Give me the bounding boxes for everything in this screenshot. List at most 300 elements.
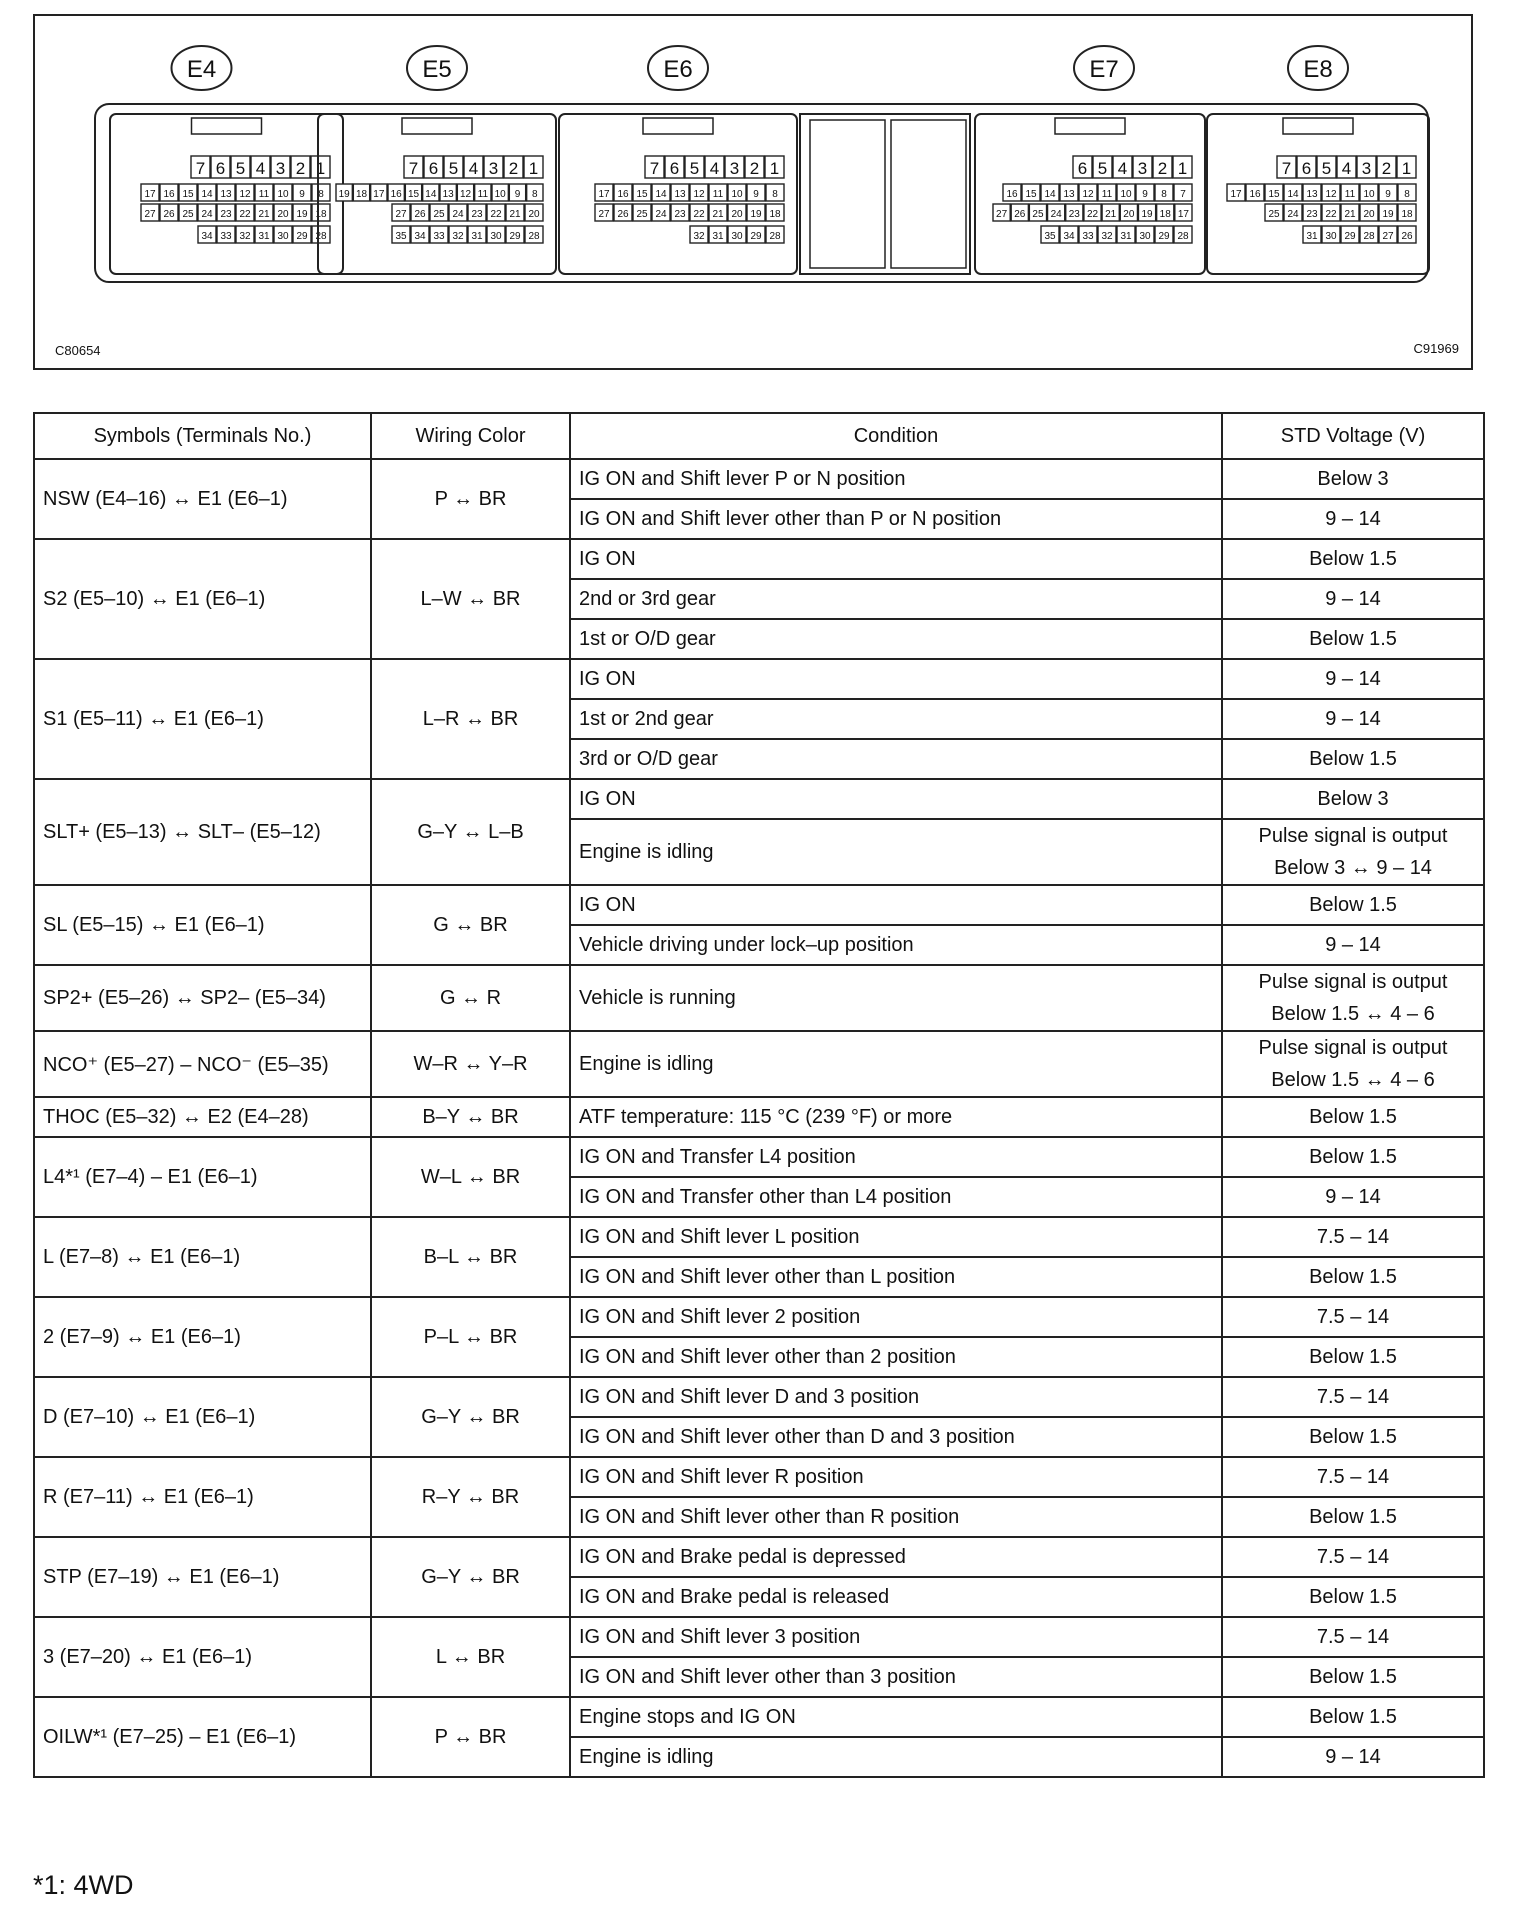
terminal-number: 19 (296, 209, 308, 220)
terminal-number: 2 (295, 159, 306, 178)
connector-diagram (33, 14, 1473, 370)
terminal-number: 1 (769, 159, 780, 178)
condition: IG ON and Shift lever L position (570, 1217, 1222, 1257)
terminal-number: 21 (712, 209, 724, 220)
header-std-voltage: STD Voltage (V) (1222, 413, 1484, 459)
terminal-number: 10 (277, 189, 289, 200)
terminal-number: 26 (1014, 209, 1026, 220)
voltage-line-1: Pulse signal is output (1258, 825, 1448, 847)
terminal-number: 11 (258, 189, 270, 200)
terminal-number: 30 (1139, 231, 1151, 242)
terminal-number: 5 (689, 159, 700, 178)
terminal-symbol: SLT+ (E5–13) ↔ SLT– (E5–12) (34, 779, 371, 885)
connector-latch (192, 118, 262, 134)
wiring-color: G–Y ↔ BR (371, 1377, 570, 1457)
terminal-symbol: S2 (E5–10) ↔ E1 (E6–1) (34, 539, 371, 659)
wiring-color: G–Y ↔ L–B (371, 779, 570, 885)
terminal-number: 13 (442, 189, 454, 200)
terminal-number: 34 (1063, 231, 1075, 242)
connector-label: E4 (186, 56, 217, 83)
std-voltage: Below 1.5 (1222, 1657, 1484, 1697)
terminal-number: 2 (749, 159, 760, 178)
condition: IG ON (570, 539, 1222, 579)
std-voltage: Below 1.5 (1222, 1697, 1484, 1737)
terminal-number: 9 (1142, 189, 1148, 200)
wiring-color: B–Y ↔ BR (371, 1097, 570, 1137)
std-voltage: Below 3 (1222, 779, 1484, 819)
terminal-number: 22 (490, 209, 502, 220)
condition: IG ON (570, 659, 1222, 699)
std-voltage: 7.5 – 14 (1222, 1457, 1484, 1497)
terminal-number: 28 (1177, 231, 1189, 242)
terminal-number: 12 (693, 189, 705, 200)
std-voltage: 7.5 – 14 (1222, 1377, 1484, 1417)
connector-drawing (35, 16, 1471, 368)
terminal-number: 13 (220, 189, 232, 200)
std-voltage (1222, 1031, 1484, 1097)
terminal-number: 3 (729, 159, 740, 178)
terminal-number: 25 (1268, 209, 1280, 220)
std-voltage: Below 1.5 (1222, 1497, 1484, 1537)
voltage-line-2: Below 3 ↔ 9 – 14 (1274, 857, 1432, 879)
condition: IG ON and Transfer other than L4 position (570, 1177, 1222, 1217)
terminal-symbol: 3 (E7–20) ↔ E1 (E6–1) (34, 1617, 371, 1697)
condition: Engine stops and IG ON (570, 1697, 1222, 1737)
table-row (34, 1537, 1484, 1577)
terminal-number: 33 (433, 231, 445, 242)
terminal-number: 34 (201, 231, 213, 242)
condition: IG ON and Transfer L4 position (570, 1137, 1222, 1177)
connector-latch (1283, 118, 1353, 134)
terminal-number: 21 (258, 209, 270, 220)
terminal-symbol: L4*¹ (E7–4) – E1 (E6–1) (34, 1137, 371, 1217)
terminal-number: 12 (1082, 189, 1094, 200)
std-voltage: Below 1.5 (1222, 1417, 1484, 1457)
terminal-number: 24 (655, 209, 667, 220)
terminal-number: 30 (731, 231, 743, 242)
terminal-number: 23 (674, 209, 686, 220)
terminal-number: 12 (459, 189, 472, 200)
footnote: *1: 4WD (33, 1870, 134, 1900)
header-symbols: Symbols (Terminals No.) (34, 413, 371, 459)
terminal-number: 6 (1077, 159, 1088, 178)
table-row (34, 659, 1484, 699)
terminal-number: 33 (220, 231, 232, 242)
terminal-number: 26 (617, 209, 629, 220)
terminal-number: 26 (163, 209, 175, 220)
wiring-color: R–Y ↔ BR (371, 1457, 570, 1537)
voltage-line-2: Below 1.5 ↔ 4 – 6 (1271, 1069, 1435, 1091)
table-row (34, 885, 1484, 925)
terminal-number: 23 (1068, 209, 1080, 220)
terminal-number: 21 (1105, 209, 1117, 220)
terminal-number: 27 (144, 209, 156, 220)
std-voltage: 9 – 14 (1222, 499, 1484, 539)
terminal-number: 8 (318, 189, 324, 200)
terminal-number: 32 (239, 231, 251, 242)
terminal-number: 8 (772, 189, 778, 200)
terminal-number: 2 (1157, 159, 1168, 178)
terminal-number: 17 (1230, 189, 1242, 200)
std-voltage: Below 1.5 (1222, 885, 1484, 925)
terminal-number: 10 (1120, 189, 1132, 200)
std-voltage: 7.5 – 14 (1222, 1617, 1484, 1657)
terminal-number: 11 (1344, 189, 1356, 200)
wiring-color: B–L ↔ BR (371, 1217, 570, 1297)
wiring-color: G ↔ BR (371, 885, 570, 965)
terminal-number: 32 (452, 231, 464, 242)
terminal-number: 31 (258, 231, 270, 242)
terminal-number: 21 (1344, 209, 1356, 220)
terminal-number: 17 (1177, 209, 1189, 220)
std-voltage: Below 1.5 (1222, 1097, 1484, 1137)
connector-latch (1055, 118, 1125, 134)
wiring-color: G–Y ↔ BR (371, 1537, 570, 1617)
terminal-number: 9 (753, 189, 759, 200)
terminal-number: 26 (1401, 231, 1413, 242)
terminal-number: 14 (1287, 189, 1299, 200)
voltage-line-1: Pulse signal is output (1258, 971, 1448, 993)
terminal-number: 4 (468, 159, 479, 178)
condition: IG ON and Shift lever other than R position (570, 1497, 1222, 1537)
condition: IG ON and Shift lever other than 3 position (570, 1657, 1222, 1697)
terminal-number: 15 (1268, 189, 1280, 200)
terminal-number: 22 (693, 209, 705, 220)
terminal-number: 5 (1321, 159, 1332, 178)
terminal-number: 28 (528, 231, 540, 242)
terminal-number: 18 (355, 189, 368, 200)
terminal-number: 25 (1032, 209, 1044, 220)
terminal-number: 1 (315, 159, 326, 178)
condition: IG ON and Shift lever other than P or N position (570, 499, 1222, 539)
terminal-number: 34 (414, 231, 426, 242)
table-row (34, 1457, 1484, 1497)
terminal-number: 27 (598, 209, 610, 220)
terminal-number: 25 (636, 209, 648, 220)
terminal-symbol: OILW*¹ (E7–25) – E1 (E6–1) (34, 1697, 371, 1777)
terminal-number: 11 (712, 189, 724, 200)
terminal-number: 29 (509, 231, 521, 242)
table-row (34, 1697, 1484, 1737)
figure-code-left: C80654 (55, 343, 101, 358)
terminal-symbol: NSW (E4–16) ↔ E1 (E6–1) (34, 459, 371, 539)
terminal-number: 30 (490, 231, 502, 242)
connector-latch (402, 118, 472, 134)
wiring-color: W–R ↔ Y–R (371, 1031, 570, 1097)
terminal-number: 20 (277, 209, 289, 220)
terminal-number: 14 (201, 189, 213, 200)
connector-label: E7 (1089, 56, 1119, 83)
terminal-number: 24 (452, 209, 464, 220)
terminal-number: 8 (1404, 189, 1410, 200)
terminal-number: 6 (1301, 159, 1312, 178)
terminal-number: 29 (1344, 231, 1356, 242)
terminal-number: 17 (144, 189, 156, 200)
std-voltage: 7.5 – 14 (1222, 1537, 1484, 1577)
connector-latch (643, 118, 713, 134)
terminal-number: 18 (1401, 209, 1413, 220)
terminal-number: 18 (1159, 209, 1171, 220)
terminal-number: 1 (1401, 159, 1412, 178)
table-row (34, 1297, 1484, 1337)
terminal-number: 14 (655, 189, 667, 200)
terminal-number: 13 (1306, 189, 1318, 200)
terminal-number: 25 (433, 209, 445, 220)
terminal-number: 5 (1097, 159, 1108, 178)
header-condition: Condition (570, 413, 1222, 459)
std-voltage: 9 – 14 (1222, 1177, 1484, 1217)
condition: IG ON and Shift lever 3 position (570, 1617, 1222, 1657)
terminal-number: 35 (395, 231, 407, 242)
std-voltage: 9 – 14 (1222, 925, 1484, 965)
terminal-number: 7 (1180, 189, 1186, 200)
terminal-number: 9 (514, 189, 521, 200)
terminal-number: 16 (617, 189, 629, 200)
terminal-number: 10 (494, 189, 506, 200)
connector-label: E8 (1303, 56, 1333, 83)
terminal-number: 6 (215, 159, 226, 178)
terminal-symbol: THOC (E5–32) ↔ E2 (E4–28) (34, 1097, 371, 1137)
wiring-color: P ↔ BR (371, 1697, 570, 1777)
terminal-number: 24 (1287, 209, 1299, 220)
terminal-number: 22 (1086, 209, 1099, 220)
terminal-symbol: NCO⁺ (E5–27) – NCO⁻ (E5–35) (34, 1031, 371, 1097)
terminal-number: 4 (255, 159, 266, 178)
terminal-number: 32 (1101, 231, 1113, 242)
condition: IG ON and Shift lever R position (570, 1457, 1222, 1497)
std-voltage: Below 1.5 (1222, 619, 1484, 659)
wiring-color: L ↔ BR (371, 1617, 570, 1697)
condition: IG ON and Shift lever other than L position (570, 1257, 1222, 1297)
terminal-number: 5 (448, 159, 459, 178)
figure-code-right: C91969 (1413, 341, 1459, 356)
terminal-number: 33 (1082, 231, 1094, 242)
table-row (34, 1097, 1484, 1137)
terminal-number: 11 (1101, 189, 1113, 200)
terminal-number: 20 (528, 209, 540, 220)
terminal-number: 30 (277, 231, 289, 242)
terminal-number: 24 (1050, 209, 1062, 220)
terminal-number: 9 (299, 189, 305, 200)
terminal-number: 14 (425, 189, 437, 200)
terminal-number: 19 (1382, 209, 1394, 220)
terminal-number: 23 (471, 209, 483, 220)
terminal-symbol: R (E7–11) ↔ E1 (E6–1) (34, 1457, 371, 1537)
wiring-color: L–R ↔ BR (371, 659, 570, 779)
condition: Engine is idling (570, 819, 1222, 885)
terminal-number: 30 (1325, 231, 1337, 242)
terminal-number: 1 (1177, 159, 1188, 178)
condition: Vehicle is running (570, 965, 1222, 1031)
condition: 1st or O/D gear (570, 619, 1222, 659)
terminal-number: 12 (1325, 189, 1337, 200)
std-voltage (1222, 819, 1484, 885)
terminal-number: 27 (996, 209, 1008, 220)
terminal-number: 20 (731, 209, 743, 220)
condition: IG ON and Brake pedal is released (570, 1577, 1222, 1617)
connector-label: E5 (422, 56, 452, 83)
terminal-number: 24 (201, 209, 213, 220)
blank-slot (891, 120, 966, 268)
terminal-number: 4 (1117, 159, 1128, 178)
table-row (34, 965, 1484, 1031)
terminal-number: 31 (1306, 231, 1318, 242)
terminal-number: 6 (669, 159, 680, 178)
condition: IG ON (570, 779, 1222, 819)
terminal-number: 32 (693, 231, 705, 242)
terminal-number: 31 (471, 231, 483, 242)
condition: 1st or 2nd gear (570, 699, 1222, 739)
blank-slot (810, 120, 885, 268)
terminal-number: 9 (1385, 189, 1391, 200)
condition: IG ON and Shift lever 2 position (570, 1297, 1222, 1337)
terminal-symbol: SP2+ (E5–26) ↔ SP2– (E5–34) (34, 965, 371, 1031)
terminal-number: 27 (395, 209, 407, 220)
terminal-number: 4 (1341, 159, 1352, 178)
terminal-number: 16 (163, 189, 175, 200)
terminal-number: 25 (182, 209, 194, 220)
terminal-number: 16 (1249, 189, 1261, 200)
std-voltage: Below 1.5 (1222, 739, 1484, 779)
terminal-number: 15 (407, 189, 420, 200)
std-voltage: 9 – 14 (1222, 579, 1484, 619)
table-row (34, 1137, 1484, 1177)
condition: IG ON and Brake pedal is depressed (570, 1537, 1222, 1577)
std-voltage: Below 1.5 (1222, 1337, 1484, 1377)
terminal-number: 29 (1158, 231, 1170, 242)
condition: IG ON and Shift lever P or N position (570, 459, 1222, 499)
terminal-number: 22 (1325, 209, 1337, 220)
terminal-number: 6 (428, 159, 439, 178)
condition: Engine is idling (570, 1031, 1222, 1097)
terminal-number: 5 (235, 159, 246, 178)
std-voltage (1222, 965, 1484, 1031)
terminal-number: 29 (750, 231, 762, 242)
std-voltage: Below 1.5 (1222, 1577, 1484, 1617)
terminal-number: 20 (1363, 209, 1375, 220)
terminal-number: 13 (674, 189, 686, 200)
terminal-number: 27 (1382, 231, 1394, 242)
terminal-number: 8 (1161, 189, 1167, 200)
terminal-number: 12 (239, 189, 251, 200)
terminal-number: 31 (712, 231, 724, 242)
terminal-number: 17 (373, 189, 385, 200)
std-voltage: 9 – 14 (1222, 699, 1484, 739)
std-voltage: Below 1.5 (1222, 539, 1484, 579)
table-row (34, 1217, 1484, 1257)
std-voltage: Below 1.5 (1222, 1137, 1484, 1177)
terminal-symbol: D (E7–10) ↔ E1 (E6–1) (34, 1377, 371, 1457)
terminal-number: 28 (315, 231, 327, 242)
terminal-number: 3 (275, 159, 286, 178)
table-row (34, 1617, 1484, 1657)
condition: IG ON and Shift lever D and 3 position (570, 1377, 1222, 1417)
terminal-number: 15 (636, 189, 648, 200)
terminal-number: 2 (1381, 159, 1392, 178)
terminal-number: 28 (769, 231, 781, 242)
terminal-symbol: 2 (E7–9) ↔ E1 (E6–1) (34, 1297, 371, 1377)
wiring-color: P–L ↔ BR (371, 1297, 570, 1377)
terminal-number: 19 (1141, 209, 1153, 220)
table-row (34, 1031, 1484, 1097)
terminal-number: 3 (1361, 159, 1372, 178)
condition: Vehicle driving under lock–up position (570, 925, 1222, 965)
terminal-number: 3 (488, 159, 499, 178)
condition: ATF temperature: 115 °C (239 °F) or more (570, 1097, 1222, 1137)
terminal-number: 21 (509, 209, 521, 220)
terminal-number: 35 (1044, 231, 1056, 242)
terminal-number: 29 (296, 231, 308, 242)
condition: IG ON (570, 885, 1222, 925)
terminal-symbol: SL (E5–15) ↔ E1 (E6–1) (34, 885, 371, 965)
condition: 2nd or 3rd gear (570, 579, 1222, 619)
terminal-symbol: S1 (E5–11) ↔ E1 (E6–1) (34, 659, 371, 779)
condition: IG ON and Shift lever other than D and 3 position (570, 1417, 1222, 1457)
terminal-number: 4 (709, 159, 720, 178)
wiring-color: L–W ↔ BR (371, 539, 570, 659)
terminal-number: 13 (1063, 189, 1075, 200)
std-voltage: 9 – 14 (1222, 1737, 1484, 1777)
terminal-number: 11 (477, 189, 489, 200)
std-voltage: 9 – 14 (1222, 659, 1484, 699)
terminal-number: 23 (220, 209, 232, 220)
terminal-number: 16 (1006, 189, 1018, 200)
terminal-number: 10 (1363, 189, 1375, 200)
terminal-number: 1 (528, 159, 539, 178)
terminal-number: 17 (598, 189, 610, 200)
std-voltage: Below 1.5 (1222, 1257, 1484, 1297)
terminal-number: 31 (1120, 231, 1132, 242)
std-voltage: 7.5 – 14 (1222, 1217, 1484, 1257)
terminal-number: 3 (1137, 159, 1148, 178)
terminal-number: 19 (338, 189, 350, 200)
table-row (34, 459, 1484, 499)
terminal-number: 26 (414, 209, 426, 220)
wiring-color: G ↔ R (371, 965, 570, 1031)
terminal-number: 2 (508, 159, 519, 178)
terminal-number: 8 (532, 189, 538, 200)
terminal-number: 7 (649, 159, 660, 178)
table-header-row (34, 413, 1484, 459)
header-wiring-color: Wiring Color (371, 413, 570, 459)
std-voltage: 7.5 – 14 (1222, 1297, 1484, 1337)
terminal-number: 22 (239, 209, 251, 220)
wiring-color: P ↔ BR (371, 459, 570, 539)
terminal-number: 7 (195, 159, 206, 178)
terminal-number: 14 (1044, 189, 1056, 200)
voltage-line-2: Below 1.5 ↔ 4 – 6 (1271, 1003, 1435, 1025)
terminal-symbol: STP (E7–19) ↔ E1 (E6–1) (34, 1537, 371, 1617)
terminal-number: 7 (408, 159, 419, 178)
table-row (34, 1377, 1484, 1417)
voltage-line-1: Pulse signal is output (1258, 1037, 1448, 1059)
terminal-number: 7 (1281, 159, 1292, 178)
terminal-number: 15 (1025, 189, 1037, 200)
terminal-number: 18 (315, 209, 327, 220)
terminal-voltage-table (33, 412, 1485, 1778)
condition: Engine is idling (570, 1737, 1222, 1777)
terminal-symbol: L (E7–8) ↔ E1 (E6–1) (34, 1217, 371, 1297)
table-row (34, 539, 1484, 579)
table-row (34, 779, 1484, 819)
terminal-number: 15 (182, 189, 194, 200)
wiring-color: W–L ↔ BR (371, 1137, 570, 1217)
terminal-number: 18 (769, 209, 781, 220)
connector-label: E6 (663, 56, 693, 83)
terminal-number: 28 (1363, 231, 1375, 242)
terminal-number: 16 (390, 189, 402, 200)
condition: 3rd or O/D gear (570, 739, 1222, 779)
